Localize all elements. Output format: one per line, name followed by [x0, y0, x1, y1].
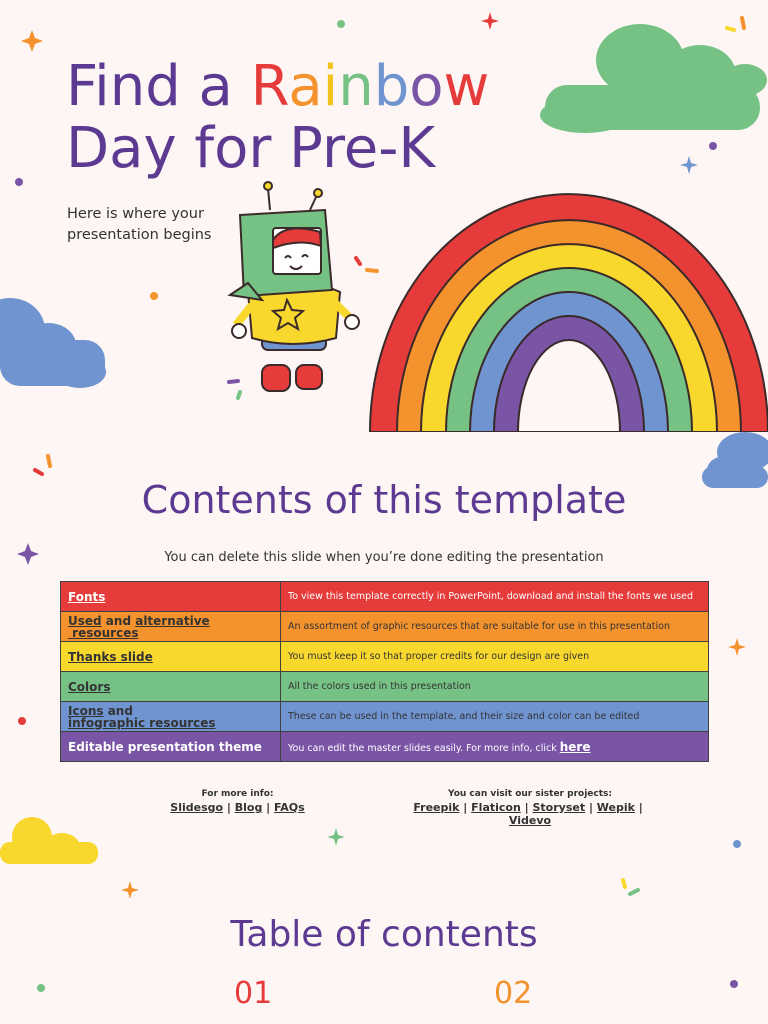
- cloud-icon: [540, 24, 767, 133]
- row-label-cell: [61, 612, 281, 642]
- wepik-link[interactable]: Wepik: [596, 801, 635, 814]
- contents-subtitle: You can delete this slide when you’re done editing the presentation: [164, 550, 604, 565]
- more-info-links: [150, 801, 325, 814]
- toc-title: Table of contents: [230, 914, 538, 955]
- sparkle-star-icon: [327, 828, 345, 846]
- sister-projects-block: [405, 788, 655, 827]
- row-label-cell: [61, 672, 281, 702]
- table-row: [61, 672, 709, 702]
- infographic-resources-link[interactable]: infographic resources: [68, 715, 216, 730]
- label-connector: and: [103, 703, 133, 718]
- table-row: [61, 582, 709, 612]
- title-rainbow-word: [251, 54, 490, 119]
- slide-title: [66, 56, 489, 180]
- blog-link[interactable]: Blog: [234, 801, 263, 814]
- table-row: [61, 642, 709, 672]
- link-separator: |: [262, 801, 275, 814]
- rainbow-illustration: [370, 194, 768, 432]
- row-desc-cell: [281, 732, 709, 762]
- row-desc-cell: To view this template correctly in PowerPoint, download and install the fonts we used: [281, 582, 709, 612]
- toc-number-01: 01: [234, 976, 273, 1011]
- row-label-cell: [61, 702, 281, 732]
- resources-text: resources: [68, 625, 139, 640]
- videvo-link[interactable]: Videvo: [508, 814, 552, 827]
- alternative-text: alternative: [135, 613, 210, 628]
- row-label-cell: [61, 642, 281, 672]
- thanks-slide-link[interactable]: Thanks slide: [68, 649, 153, 664]
- title-line-2: Day for Pre-K: [66, 116, 436, 181]
- sparkle-star-icon: [728, 638, 746, 656]
- icons-link[interactable]: Icons: [68, 703, 104, 718]
- flaticon-link[interactable]: Flaticon: [471, 801, 521, 814]
- link-separator: |: [459, 801, 472, 814]
- row-label-cell: [61, 582, 281, 612]
- row-desc-cell: All the colors used in this presentation: [281, 672, 709, 702]
- rainbow-letter: R: [250, 54, 289, 119]
- contents-table: [60, 581, 709, 762]
- sparkle-star-icon: [121, 881, 139, 899]
- toc-number-02: 02: [494, 976, 533, 1011]
- used-link[interactable]: Used: [68, 613, 102, 628]
- sparkle-star-icon: [481, 12, 499, 30]
- table-of-contents-slide: [0, 864, 768, 1024]
- link-separator: |: [634, 801, 647, 814]
- subtitle-line-1: Here is where your: [67, 206, 204, 222]
- theme-desc-text: You can edit the master slides easily. For more info, click: [288, 742, 560, 754]
- more-info-block: [150, 788, 325, 814]
- colors-link[interactable]: Colors: [68, 679, 111, 694]
- title-slide: [0, 0, 768, 432]
- sparkle-star-icon: [680, 156, 698, 174]
- here-link[interactable]: here: [559, 739, 591, 754]
- table-row: [61, 612, 709, 642]
- link-separator: |: [520, 801, 533, 814]
- contents-title: Contents of this template: [141, 478, 627, 522]
- rainbow-letter: a: [288, 54, 323, 119]
- row-label-cell: Editable presentation theme: [61, 732, 281, 762]
- cloud-icon: [0, 817, 98, 864]
- slide-subtitle: [67, 204, 247, 246]
- sister-projects-header: You can visit our sister projects:: [448, 789, 612, 799]
- storyset-link[interactable]: Storyset: [532, 801, 586, 814]
- label-connector: and: [101, 613, 136, 628]
- more-info-header: For more info:: [201, 789, 274, 799]
- table-row: [61, 702, 709, 732]
- freepik-link[interactable]: Freepik: [413, 801, 460, 814]
- rainbow-letter: n: [338, 54, 374, 119]
- title-text-plain: Find a: [66, 54, 251, 119]
- row-desc-cell: You must keep it so that proper credits for our design are given: [281, 642, 709, 672]
- sister-projects-links: [405, 801, 655, 827]
- subtitle-line-2: presentation begins: [67, 227, 212, 243]
- link-separator: |: [585, 801, 597, 814]
- cloud-icon: [0, 298, 106, 388]
- fonts-link[interactable]: Fonts: [68, 589, 106, 604]
- contents-slide: [0, 432, 768, 864]
- row-desc-cell: These can be used in the template, and their size and color can be edited: [281, 702, 709, 732]
- link-separator: |: [223, 801, 235, 814]
- row-desc-cell: An assortment of graphic resources that are suitable for use in this presentation: [281, 612, 709, 642]
- slidesgo-link[interactable]: Slidesgo: [170, 801, 224, 814]
- rainbow-letter: o: [409, 54, 444, 119]
- rainbow-letter: b: [373, 54, 410, 119]
- faqs-link[interactable]: FAQs: [274, 801, 305, 814]
- table-row: [61, 732, 709, 762]
- rainbow-letter: w: [443, 54, 490, 119]
- sparkle-star-icon: [21, 30, 43, 52]
- robot-kid-illustration: [230, 182, 359, 391]
- title-line-1: [66, 56, 489, 118]
- rainbow-letter: i: [322, 54, 339, 119]
